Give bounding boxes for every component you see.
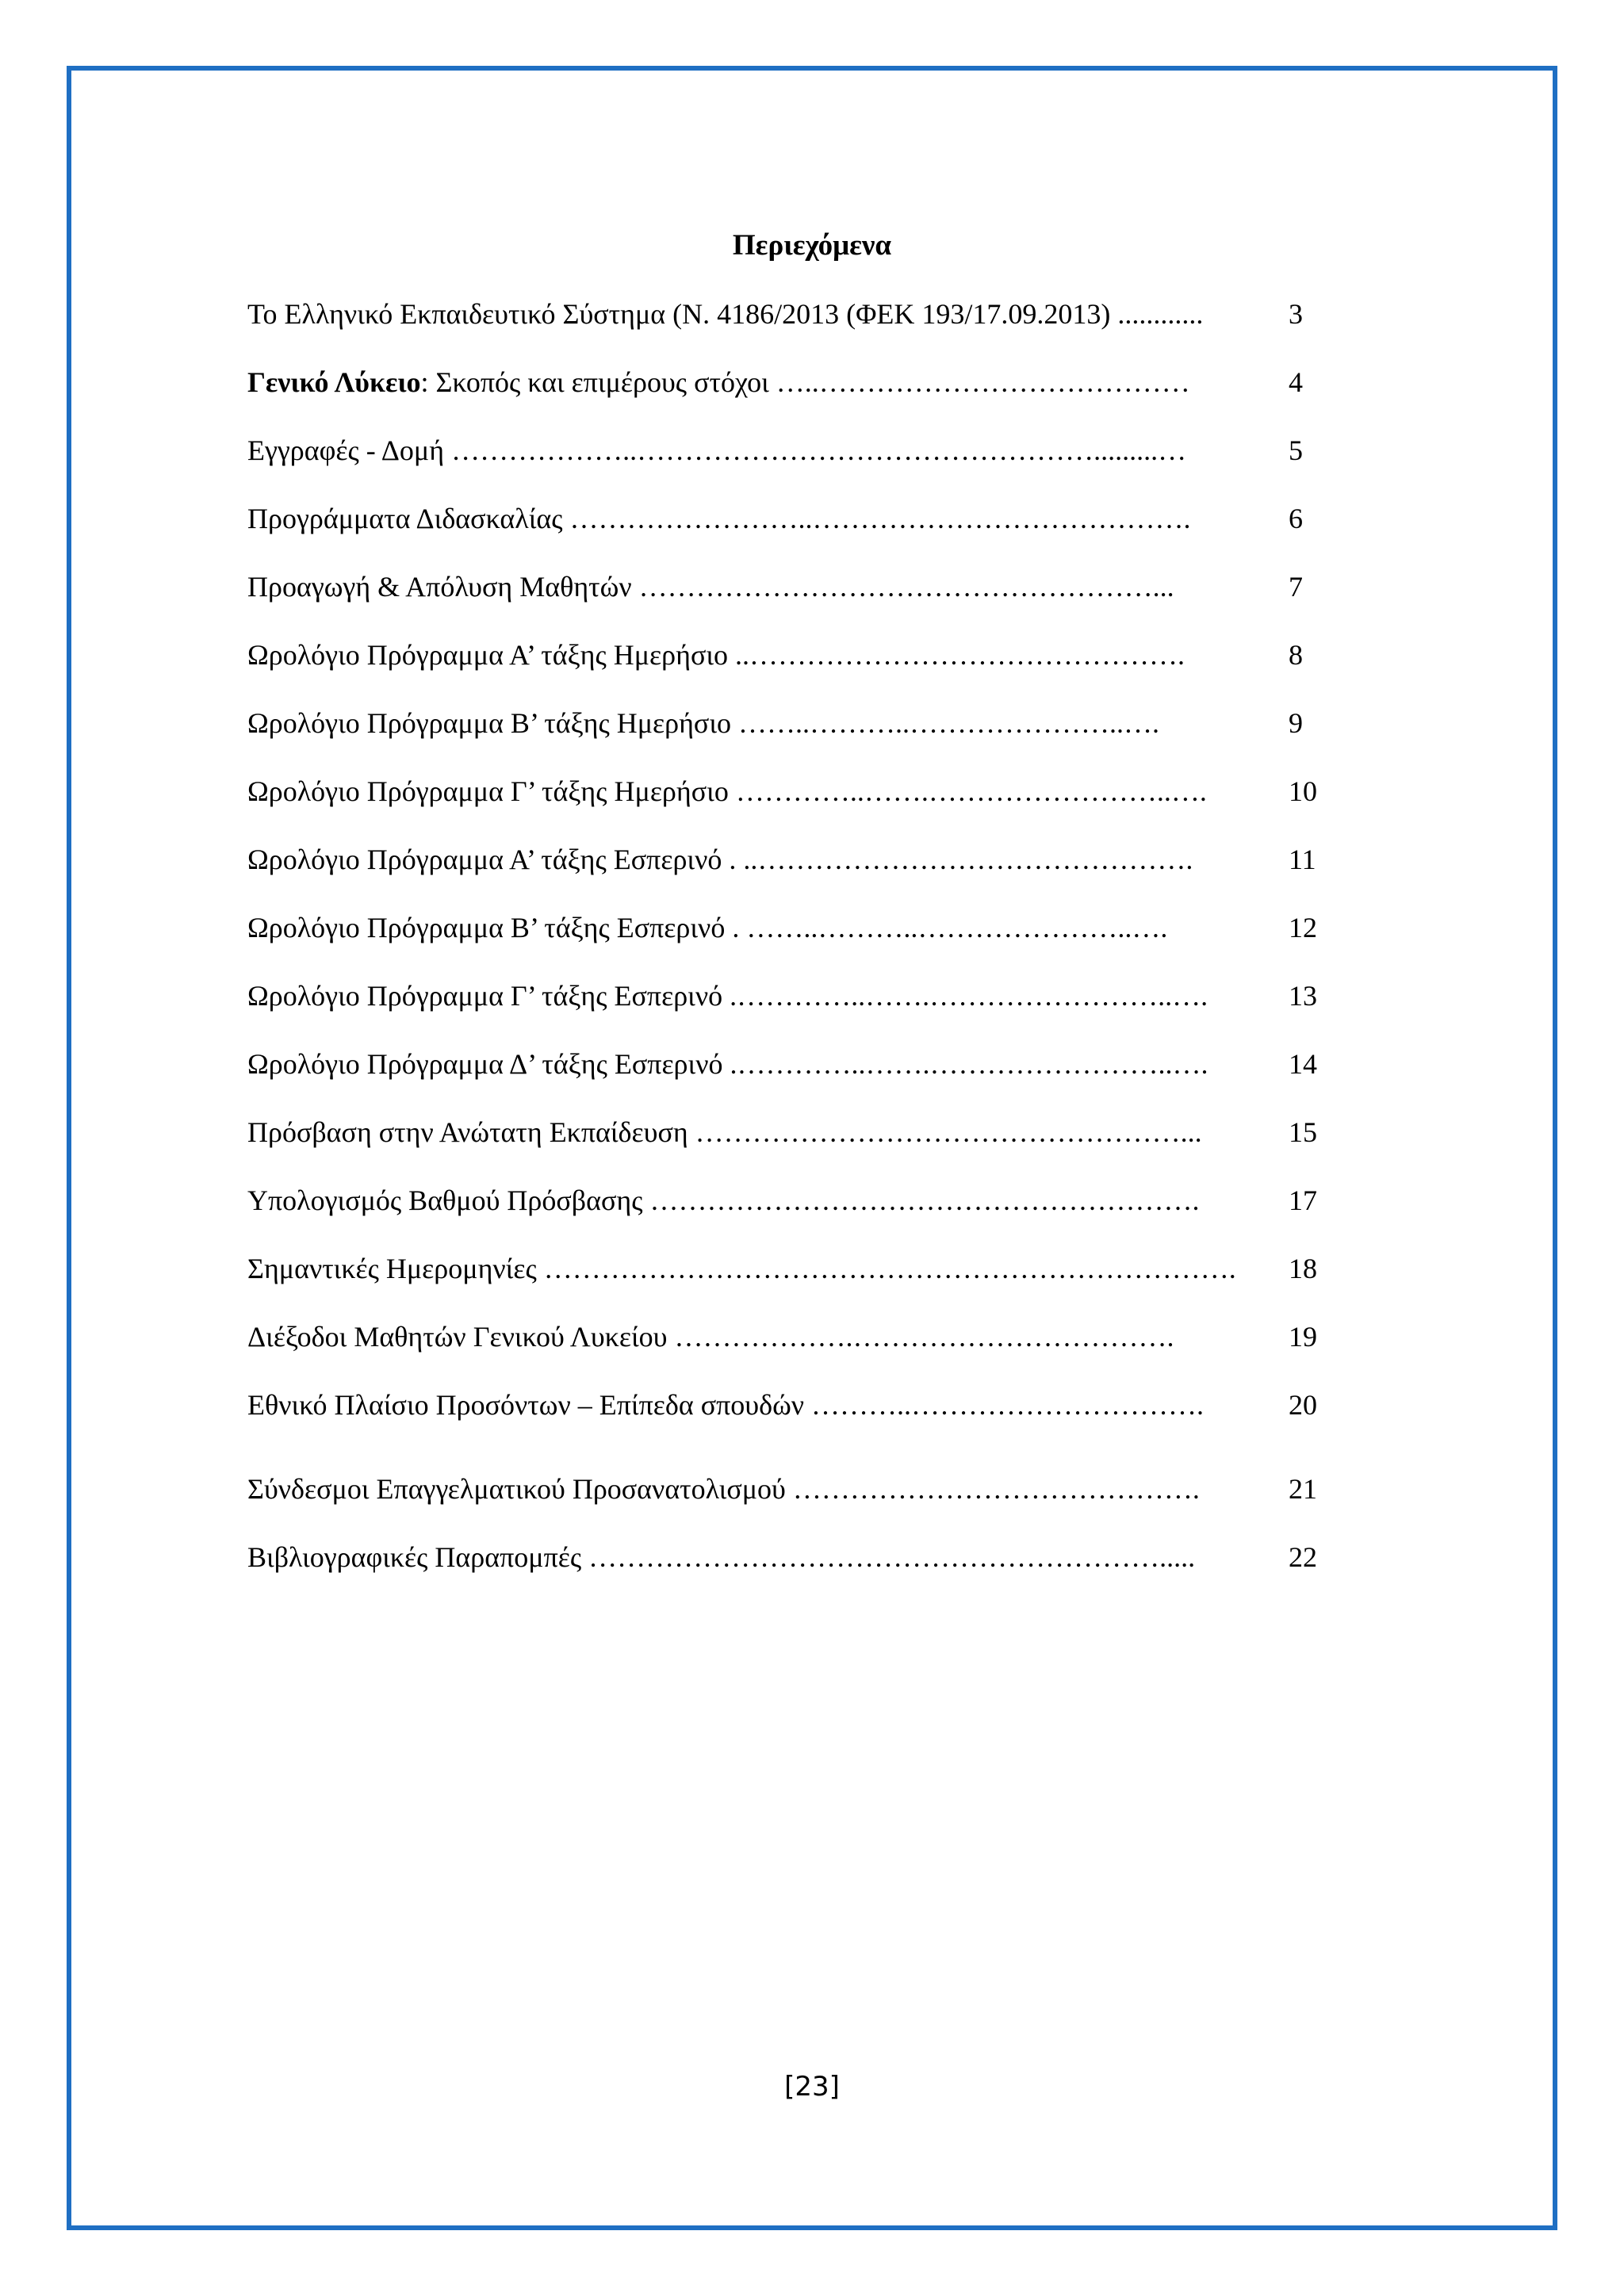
toc-entry-access-grade-calculation[interactable] <box>247 1180 1326 1248</box>
toc-entry-label: Σημαντικές Ημερομηνίες ………………………………………………………………. <box>247 1253 1236 1284</box>
toc-entry-label: Σύνδεσμοι Επαγγελματικού Προσανατολισμού ……………………………………. <box>247 1473 1200 1505</box>
toc-entry-schedule-b-evening[interactable] <box>247 907 1326 975</box>
toc-entry-label: Βιβλιογραφικές Παραπομπές ……………………………………………………..... <box>247 1541 1196 1573</box>
toc-entry-page: 21 <box>1289 1473 1317 1505</box>
toc-entry-enrollment-structure[interactable] <box>247 430 1326 498</box>
toc-entry-label: Ωρολόγιο Πρόγραμμα Β’ τάξης Εσπερινό . ……..………..…………………..…. <box>247 912 1168 943</box>
toc-entry-page: 7 <box>1289 571 1303 603</box>
toc-entry-label: Ωρολόγιο Πρόγραμμα Α’ τάξης Εσπερινό . ..………………………………………. <box>247 844 1193 875</box>
toc-entry-schedule-d-evening[interactable] <box>247 1043 1326 1112</box>
toc-entry-page: 20 <box>1289 1389 1317 1421</box>
toc-entry-label: Εθνικό Πλαίσιο Προσόντων – Επίπεδα σπουδών ………..…………………………. <box>247 1389 1205 1421</box>
toc-entry-page: 18 <box>1289 1253 1317 1284</box>
toc-entry-greek-education-system[interactable] <box>247 293 1326 362</box>
toc-entry-student-pathways[interactable] <box>247 1316 1326 1384</box>
toc-entry-page: 4 <box>1289 366 1303 398</box>
toc-entry-schedule-a-day[interactable] <box>247 634 1326 702</box>
toc-entry-page: 19 <box>1289 1321 1317 1353</box>
toc-entry-page: 11 <box>1289 844 1316 875</box>
toc-entry-label: Ωρολόγιο Πρόγραμμα Γ’ τάξης Εσπερινό .…………..…….……………………..…. <box>247 980 1208 1012</box>
toc-title: Περιεχόμενα <box>732 229 892 262</box>
toc-entry-page: 9 <box>1289 707 1303 739</box>
toc-entry-label: Υπολογισμός Βαθμού Πρόσβασης …………………………………………………. <box>247 1184 1200 1216</box>
toc-entry-label: Διέξοδοι Μαθητών Γενικού Λυκείου ……………….……………………………. <box>247 1321 1174 1353</box>
toc-entry-career-guidance-links[interactable] <box>247 1468 1326 1536</box>
toc-entry-bibliography[interactable] <box>247 1536 1326 1605</box>
toc-entry-label: Γενικό Λύκειο: Σκοπός και επιμέρους στόχοι …..………………………………… <box>247 366 1190 398</box>
toc-entry-schedule-c-evening[interactable] <box>247 975 1326 1043</box>
toc-entry-page: 10 <box>1289 775 1317 807</box>
toc-entry-label: Ωρολόγιο Πρόγραμμα Δ’ τάξης Εσπερινό .…………..…….……………………..…. <box>247 1048 1208 1080</box>
toc-entry-promotion-graduation[interactable] <box>247 566 1326 634</box>
toc-entry-schedule-a-evening[interactable] <box>247 839 1326 907</box>
toc-entry-label: Προγράμματα Διδασκαλίας ……………………..…………………………………. <box>247 503 1191 534</box>
toc-entry-higher-education-access[interactable] <box>247 1112 1326 1180</box>
toc-entry-label: Προαγωγή & Απόλυση Μαθητών ………………………………………………... <box>247 571 1174 603</box>
page-number: [23] <box>784 2071 840 2103</box>
toc-entry-qualifications-framework[interactable] <box>247 1384 1326 1452</box>
toc-entry-curricula[interactable] <box>247 498 1326 566</box>
toc-entry-bold-term: Γενικό Λύκειο <box>247 366 421 398</box>
table-of-contents <box>247 293 1326 1605</box>
toc-entry-label: Ωρολόγιο Πρόγραμμα Α’ τάξης Ημερήσιο ..………………………………………. <box>247 639 1185 671</box>
toc-entry-label: Το Ελληνικό Εκπαιδευτικό Σύστημα (Ν. 4186/2013 (ΦΕΚ 193/17.09.2013) ............ <box>247 298 1204 330</box>
toc-entry-page: 6 <box>1289 503 1303 534</box>
toc-entry-page: 22 <box>1289 1541 1317 1573</box>
toc-entry-label: Ωρολόγιο Πρόγραμμα Β’ τάξης Ημερήσιο ……..………..…………………..…. <box>247 707 1160 739</box>
toc-entry-label: Πρόσβαση στην Ανώτατη Εκπαίδευση ……………………………………………... <box>247 1116 1202 1148</box>
toc-entry-page: 14 <box>1289 1048 1317 1080</box>
toc-entry-page: 3 <box>1289 298 1303 330</box>
toc-entry-page: 13 <box>1289 980 1317 1012</box>
toc-entry-schedule-b-day[interactable] <box>247 702 1326 771</box>
toc-entry-label: Ωρολόγιο Πρόγραμμα Γ’ τάξης Ημερήσιο …………..…….……………………..…. <box>247 775 1207 807</box>
toc-entry-page: 17 <box>1289 1184 1317 1216</box>
toc-entry-page: 8 <box>1289 639 1303 671</box>
toc-entry-schedule-c-day[interactable] <box>247 771 1326 839</box>
toc-entry-page: 5 <box>1289 434 1303 466</box>
toc-entry-page: 15 <box>1289 1116 1317 1148</box>
toc-entry-important-dates[interactable] <box>247 1248 1326 1316</box>
toc-entry-page: 12 <box>1289 912 1317 943</box>
toc-entry-label: Εγγραφές - Δομή ………………..………………………………………….........… <box>247 434 1187 466</box>
toc-entry-general-lyceum[interactable] <box>247 362 1326 430</box>
